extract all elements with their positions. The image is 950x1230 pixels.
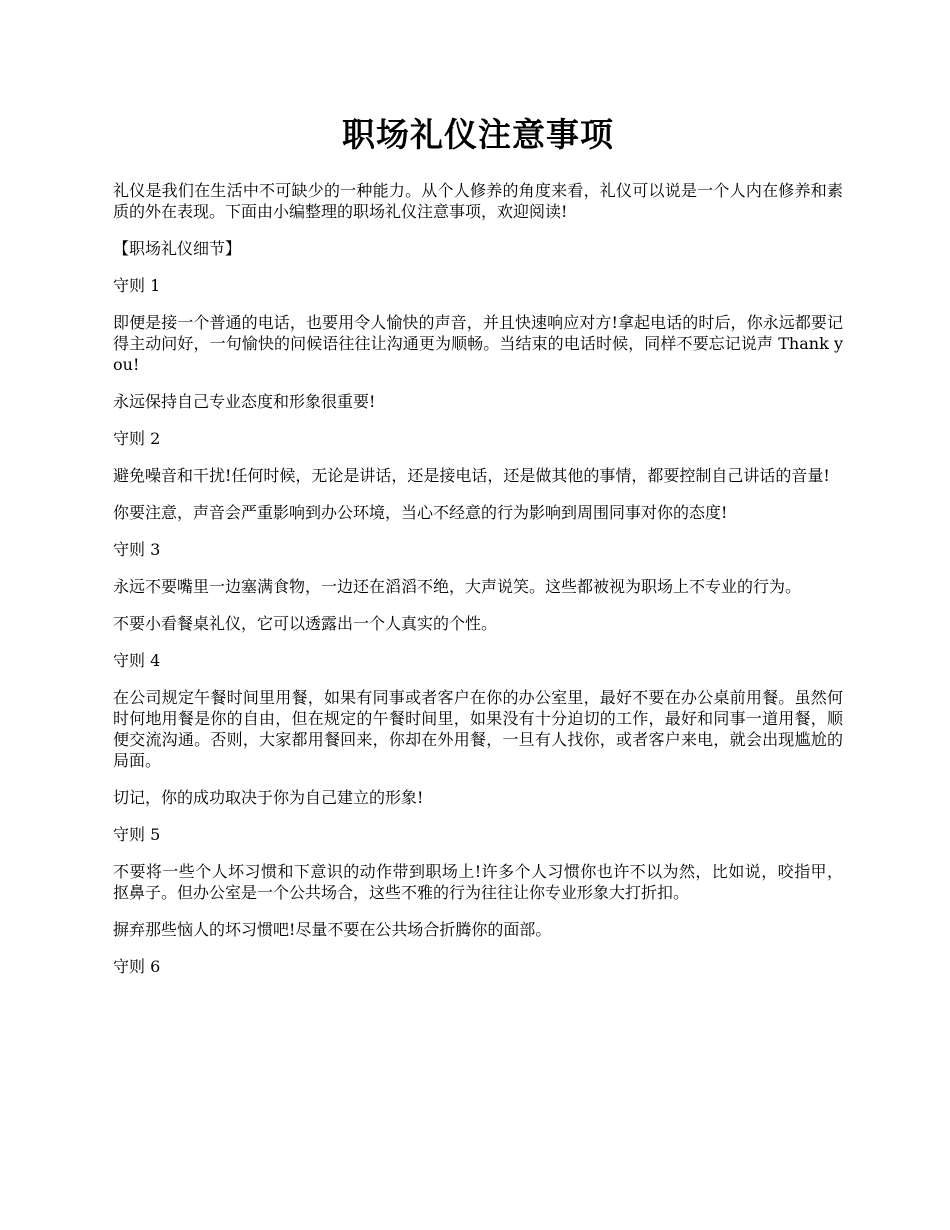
document-title: 职场礼仪注意事项 <box>342 115 614 154</box>
rule-summary: 你要注意，声音会严重影响到办公环境，当心不经意的行为影响到周围同事对你的态度! <box>113 503 728 522</box>
document-page <box>113 112 843 993</box>
intro-paragraph: 礼仪是我们在生活中不可缺少的一种能力。从个人修养的角度来看，礼仪可以说是一个人内在修养和素质的外在表现。下面由小编整理的职场礼仪注意事项，欢迎阅读! <box>113 181 843 221</box>
rule-paragraph: 不要将一些个人坏习惯和下意识的动作带到职场上!许多个人习惯你也许不以为然，比如说，咬指甲， 抠鼻子。但办公室是一个公共场合，这些不雅的行为往往让你专业形象大打折扣。 <box>113 862 843 902</box>
rule-heading: 守则 3 <box>113 540 161 559</box>
rule-heading: 守则 4 <box>113 651 161 670</box>
rule-summary: 永远保持自己专业态度和形象很重要! <box>113 392 376 411</box>
rule-heading: 守则 2 <box>113 429 161 448</box>
rule-paragraph: 永远不要嘴里一边塞满食物，一边还在滔滔不绝，大声说笑。这些都被视为职场上不专业的行为。 <box>113 577 802 596</box>
rule-heading: 守则 1 <box>113 276 161 295</box>
rule-summary: 不要小看餐桌礼仪，它可以透露出一个人真实的个性。 <box>113 614 498 633</box>
rule-summary: 切记，你的成功取决于你为自己建立的形象! <box>113 788 424 807</box>
rule-summary: 摒弃那些恼人的坏习惯吧!尽量不要在公共场合折腾你的面部。 <box>113 920 552 939</box>
rule-heading: 守则 5 <box>113 825 161 844</box>
rule-paragraph: 在公司规定午餐时间里用餐，如果有同事或者客户在你的办公室里，最好不要在办公桌前用餐。虽然何时何地用餐是你的自由，但在规定的午餐时间里，如果没有十分迫切的工作，最好和同事一道用餐，顺便交流沟通。否则，大家都用餐回来，你却在外用餐，一旦有人找你，或者客户来电，就会出现尴尬的局面。 <box>113 688 843 770</box>
section-heading: 【职场礼仪细节】 <box>113 239 242 258</box>
rule-paragraph: 避免噪音和干扰!任何时候，无论是讲话，还是接电话，还是做其他的事情，都要控制自己讲话的音量! <box>113 466 830 485</box>
rule-paragraph: 即便是接一个普通的电话，也要用令人愉快的声音，并且快速响应对方!拿起电话的时后，你永远都要记得主动问好，一句愉快的问候语往往让沟通更为顺畅。当结束的电话时候，同样不要忘记说声 Thank you! <box>113 313 843 374</box>
rule-heading: 守则 6 <box>113 957 161 976</box>
